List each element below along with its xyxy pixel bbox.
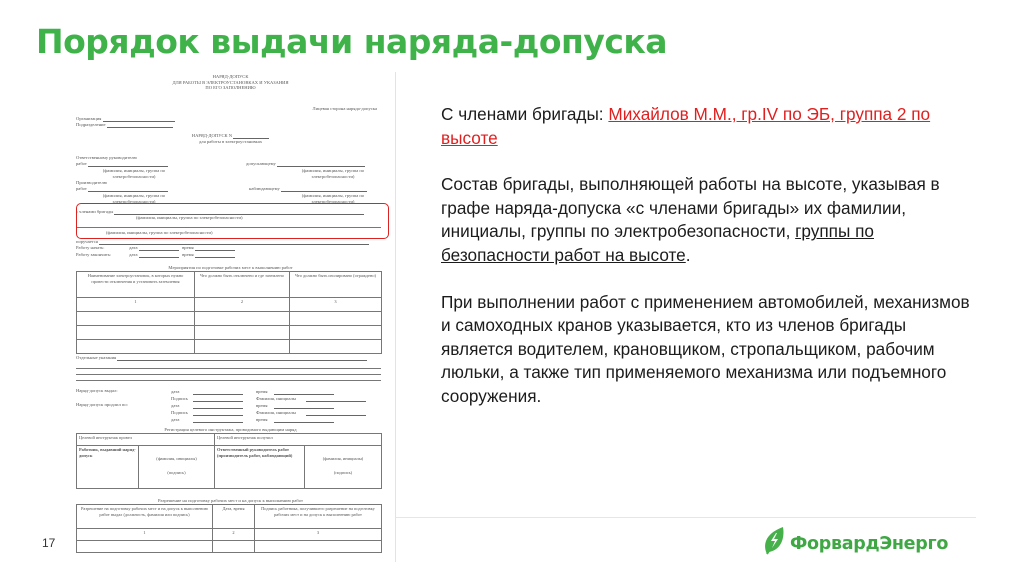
measures-col-number: 2 — [195, 298, 290, 312]
form-header-line: ДЛЯ РАБОТЫ В ЭЛЕКТРОУСТАНОВКАХ И УКАЗАНИЯ — [172, 79, 289, 85]
producer-field — [76, 186, 168, 192]
signature-label: Подпись — [171, 410, 188, 415]
time-label: время — [182, 252, 194, 257]
face-side-label: Лицевая сторона наряда-допуска — [312, 106, 377, 111]
form-header — [66, 74, 395, 91]
briefing-conducted: Целевой инструктаж провел — [77, 434, 215, 446]
permission-title: Разрешение на подготовку рабочих мест и на допуск к выполнению работ — [158, 498, 303, 503]
briefing-title: Регистрация целевого инструктажа, проводимого выдающим наряд — [164, 427, 297, 432]
permission-header: Разрешение на подготовку рабочих мест и на допуск к выполнению работ выдал (должность, фамилия или подпись) — [77, 505, 213, 529]
brigade-highlight-box — [76, 203, 389, 239]
briefing-issuer-sign — [139, 446, 215, 489]
issued-extended-fields-right — [256, 388, 366, 423]
admitting-field — [246, 161, 365, 167]
issued-label: Наряд-допуск выдал: — [76, 388, 118, 393]
composition-paragraph — [441, 173, 981, 267]
brigade-members-prefix: С членами бригады: — [441, 104, 609, 124]
organization-label: Организация — [76, 116, 102, 121]
works-label: работ — [76, 186, 87, 191]
vehicles-paragraph: При выполнении работ с применением автомобилей, механизмов и самоходных кранов указывается, кто из членов бригады является водителем, крановщиком, стропальщиком, рабочим люльки, а также тип применяемого механизма или подъемного сооружения. — [441, 291, 970, 406]
footer-divider — [396, 517, 976, 518]
time-label: время — [256, 403, 268, 408]
form-header-line: НАРЯД-ДОПУСК — [212, 74, 249, 79]
end-work-row — [76, 252, 235, 258]
date-label: дата — [171, 417, 180, 422]
leaf-lightning-icon — [763, 526, 785, 561]
fio-hint: (фамилия, инициалы, группа по электробезопасности) — [102, 168, 166, 179]
brigade-members-example: Михайлов М.М., гр.IV по ЭБ, группа 2 по высоте — [441, 104, 931, 148]
fio-label: Фамилия, инициалы — [256, 410, 296, 415]
brigade-members-label: с членами бригады — [76, 209, 114, 214]
explanation-text — [441, 103, 981, 432]
logo-text: ФорвардЭнерго — [790, 533, 949, 554]
company-logo — [763, 526, 948, 561]
assigned-label: поручается — [76, 239, 98, 244]
date-label: дата — [129, 245, 138, 250]
observer-label: наблюдающему — [249, 186, 280, 191]
measures-header: Что должно быть отключено и где заземлено — [195, 272, 290, 298]
responsible-manager-label: Ответственному руководителю — [76, 155, 137, 160]
date-label: дата — [129, 252, 138, 257]
responsible-manager-field — [76, 161, 168, 167]
fio-hint: (фамилия, инициалы, группа по электробезопасности) — [301, 193, 365, 204]
measures-header: Что должно быть изолировано (ограждено) — [290, 272, 382, 298]
brigade-members-paragraph — [441, 103, 981, 150]
fio-hint: (фамилия, инициалы) — [322, 456, 364, 461]
briefing-table — [76, 433, 382, 489]
time-label: время — [182, 245, 194, 250]
fio-hint: (фамилия, инициалы, группа по электробезопасности) — [136, 215, 243, 220]
briefing-manager: Ответственный руководитель работ (производитель работ, наблюдающий) — [215, 446, 305, 489]
permission-table — [76, 504, 382, 553]
fio-hint: (фамилия, инициалы, группа по электробезопасности) — [106, 230, 213, 235]
permit-number-label: НАРЯД-ДОПУСК N — [191, 133, 233, 138]
briefing-manager-sign — [305, 446, 382, 489]
briefing-received: Целевой инструктаж получил — [215, 434, 382, 446]
subdivision-field — [76, 122, 173, 128]
observer-field — [249, 186, 367, 192]
measures-table — [76, 271, 382, 354]
start-work-row — [76, 245, 235, 251]
assigned-field — [76, 239, 369, 245]
measures-col-number: 1 — [77, 298, 195, 312]
measures-header: Наименование электроустановок, в которых нужно провести отключения и установить заземления — [77, 272, 195, 298]
permission-header: Дата, время — [213, 505, 255, 529]
special-instructions-label: Отдельные указания — [76, 355, 117, 360]
measures-title: Мероприятия по подготовке рабочих мест к выполнению работ — [168, 265, 293, 270]
form-header-line: ПО ЕГО ЗАПОЛНЕНИЮ — [205, 85, 256, 91]
subdivision-label: Подразделение — [76, 122, 106, 127]
fio-label: Фамилия, инициалы — [256, 396, 296, 401]
briefing-issuer: Работник, выдавший наряд-допуск — [77, 446, 139, 489]
signature-hint: (подпись) — [167, 469, 186, 475]
date-label: дата — [171, 403, 180, 408]
works-label: работ — [76, 161, 87, 166]
composition-end: . — [685, 244, 691, 265]
date-label: дата — [171, 389, 180, 394]
permit-number — [66, 133, 395, 144]
signature-label: Подпись — [171, 396, 188, 401]
special-instructions-field — [76, 355, 367, 361]
permission-col-number: 3 — [255, 529, 382, 541]
time-label: время — [256, 389, 268, 394]
permit-form-image — [66, 72, 396, 562]
admitting-label: допускающему — [246, 161, 276, 166]
permit-subtitle: для работы в электроустановках — [198, 138, 263, 144]
extended-label: Наряд-допуск продлил по: — [76, 402, 128, 407]
permission-header: Подпись работника, получившего разрешение на подготовку рабочих мест и на допуск к выполнению работ — [255, 505, 382, 529]
measures-col-number: 3 — [290, 298, 382, 312]
fio-hint: (фамилия, инициалы, группа по электробезопасности) — [301, 168, 365, 179]
fio-hint: (фамилия, инициалы) — [156, 456, 197, 461]
composition-text: Состав бригады, выполняющей работы на высоте, указывая в графе наряда-допуска «с членами бригады» их фамилии, инициалы, группы по электробезопасности, — [441, 174, 940, 242]
permission-col-number: 1 — [77, 529, 213, 541]
issued-extended-fields — [171, 388, 243, 423]
organization-field — [76, 116, 175, 122]
page-number: 17 — [42, 536, 56, 550]
slide-title: Порядок выдачи наряда-допуска — [36, 22, 668, 61]
start-work-label: Работу начать: — [76, 245, 105, 250]
producer-label: Производителю — [76, 180, 108, 185]
composition-underlined: группы по безопасности работ на высоте — [441, 221, 874, 265]
fio-hint: (фамилия, инициалы, группа по электробезопасности) — [102, 193, 166, 204]
time-label: время — [256, 417, 268, 422]
permission-col-number: 2 — [213, 529, 255, 541]
end-work-label: Работу закончить: — [76, 252, 112, 257]
signature-hint: (подпись) — [333, 469, 353, 475]
